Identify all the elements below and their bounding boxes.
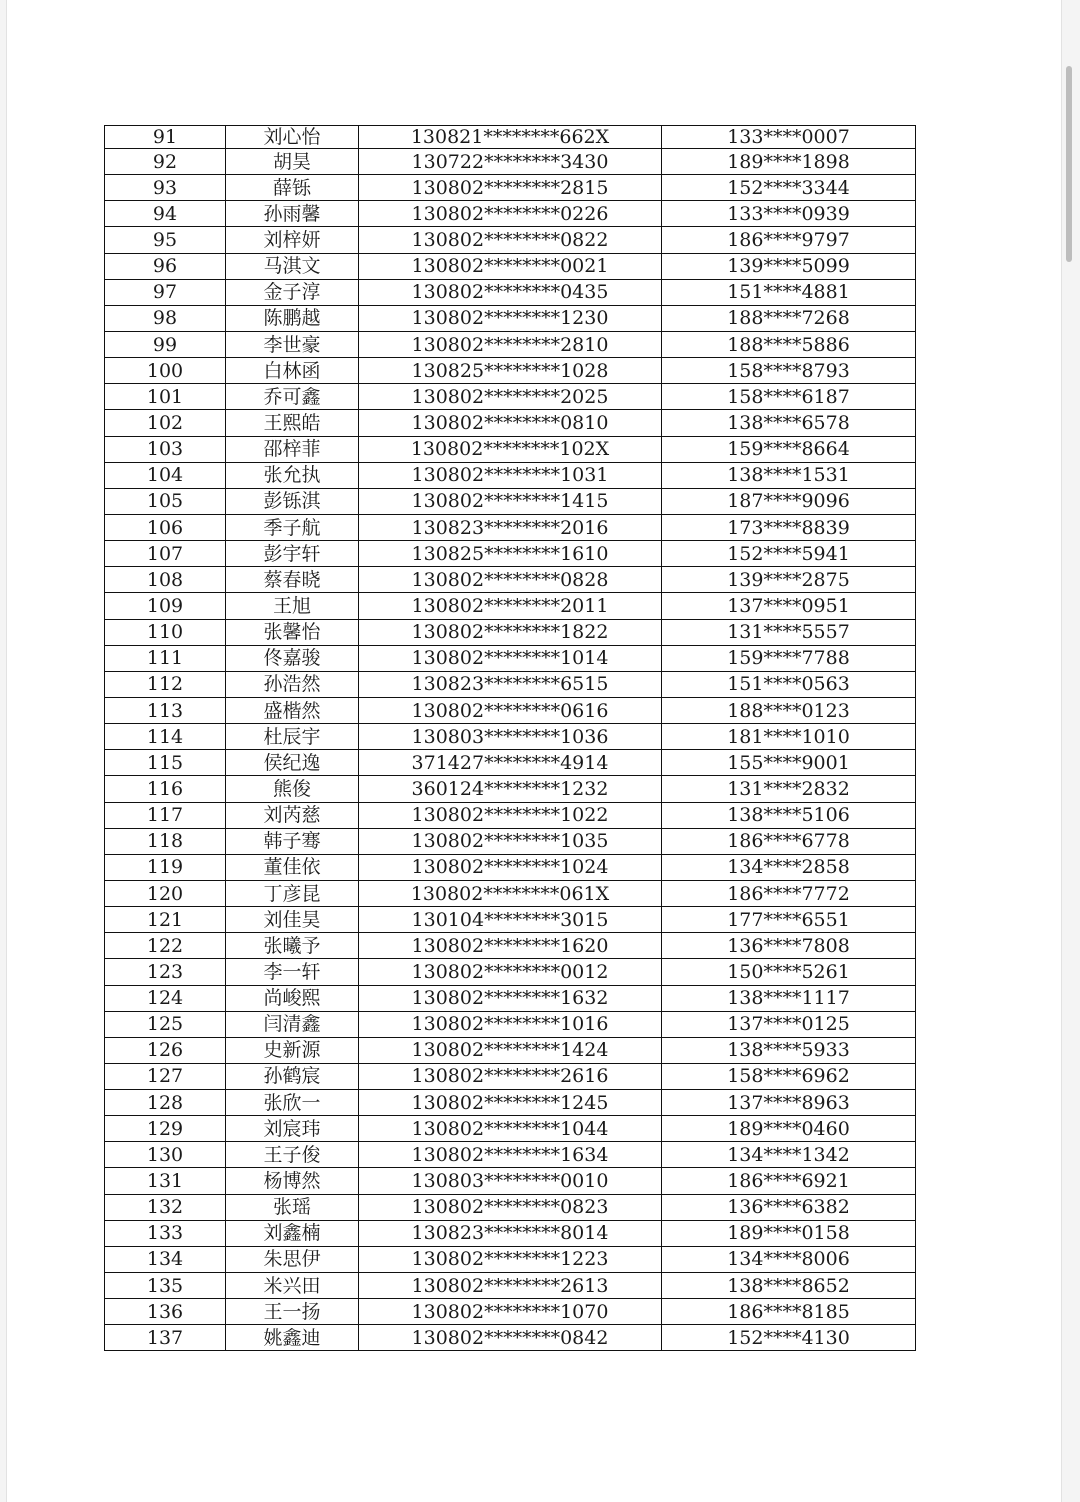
row-number-cell: 123 [105, 959, 226, 985]
student-name-cell: 金子淳 [226, 279, 359, 305]
student-name-cell: 薛铄 [226, 175, 359, 201]
id-number-cell: 130802********2815 [359, 175, 662, 201]
table-row [105, 750, 916, 776]
roster-table [104, 125, 916, 1351]
phone-number-cell: 181****1010 [662, 724, 916, 750]
phone-number-cell: 189****1898 [662, 149, 916, 175]
phone-number-cell: 133****0007 [662, 126, 916, 149]
row-number-cell: 97 [105, 279, 226, 305]
row-number-cell: 118 [105, 828, 226, 854]
row-number-cell: 93 [105, 175, 226, 201]
table-row [105, 724, 916, 750]
phone-number-cell: 186****7772 [662, 880, 916, 906]
table-row [105, 410, 916, 436]
table-row [105, 541, 916, 567]
student-name-cell: 姚鑫迪 [226, 1325, 359, 1351]
row-number-cell: 103 [105, 436, 226, 462]
id-number-cell: 130823********8014 [359, 1220, 662, 1246]
table-row [105, 514, 916, 540]
student-name-cell: 闫清鑫 [226, 1011, 359, 1037]
student-name-cell: 米兴田 [226, 1273, 359, 1299]
table-row [105, 619, 916, 645]
id-number-cell: 130802********1024 [359, 854, 662, 880]
student-name-cell: 刘佳昊 [226, 907, 359, 933]
student-name-cell: 王熙皓 [226, 410, 359, 436]
table-row [105, 1273, 916, 1299]
student-name-cell: 李一轩 [226, 959, 359, 985]
id-number-cell: 130802********1230 [359, 305, 662, 331]
student-name-cell: 丁彦昆 [226, 880, 359, 906]
row-number-cell: 111 [105, 645, 226, 671]
student-name-cell: 熊俊 [226, 776, 359, 802]
row-number-cell: 99 [105, 331, 226, 357]
id-number-cell: 130802********2011 [359, 593, 662, 619]
phone-number-cell: 188****0123 [662, 697, 916, 723]
row-number-cell: 121 [105, 907, 226, 933]
id-number-cell: 130802********1016 [359, 1011, 662, 1037]
phone-number-cell: 134****1342 [662, 1142, 916, 1168]
row-number-cell: 101 [105, 384, 226, 410]
id-number-cell: 130825********1028 [359, 358, 662, 384]
id-number-cell: 130823********6515 [359, 671, 662, 697]
id-number-cell: 130802********1035 [359, 828, 662, 854]
phone-number-cell: 186****6921 [662, 1168, 916, 1194]
student-name-cell: 张允执 [226, 462, 359, 488]
student-name-cell: 彭宇轩 [226, 541, 359, 567]
id-number-cell: 130802********0012 [359, 959, 662, 985]
id-number-cell: 130802********1620 [359, 933, 662, 959]
row-number-cell: 110 [105, 619, 226, 645]
phone-number-cell: 136****7808 [662, 933, 916, 959]
row-number-cell: 105 [105, 488, 226, 514]
student-name-cell: 彭铄淇 [226, 488, 359, 514]
scrollbar-thumb[interactable] [1066, 66, 1072, 262]
table-row [105, 1037, 916, 1063]
phone-number-cell: 134****2858 [662, 854, 916, 880]
row-number-cell: 100 [105, 358, 226, 384]
id-number-cell: 130823********2016 [359, 514, 662, 540]
table-row [105, 567, 916, 593]
id-number-cell: 130803********0010 [359, 1168, 662, 1194]
table-row [105, 959, 916, 985]
row-number-cell: 106 [105, 514, 226, 540]
table-row [105, 854, 916, 880]
document-page [6, 0, 1062, 1502]
table-row [105, 462, 916, 488]
id-number-cell: 130802********0616 [359, 697, 662, 723]
student-name-cell: 白林函 [226, 358, 359, 384]
row-number-cell: 133 [105, 1220, 226, 1246]
table-row [105, 1220, 916, 1246]
student-name-cell: 张欣一 [226, 1090, 359, 1116]
id-number-cell: 130802********2616 [359, 1063, 662, 1089]
row-number-cell: 135 [105, 1273, 226, 1299]
student-name-cell: 刘芮慈 [226, 802, 359, 828]
table-row [105, 358, 916, 384]
id-number-cell: 130802********1070 [359, 1299, 662, 1325]
table-row [105, 1299, 916, 1325]
row-number-cell: 115 [105, 750, 226, 776]
student-name-cell: 杜辰宇 [226, 724, 359, 750]
id-number-cell: 130802********0823 [359, 1194, 662, 1220]
table-row [105, 331, 916, 357]
table-row [105, 671, 916, 697]
row-number-cell: 109 [105, 593, 226, 619]
id-number-cell: 130821********662X [359, 126, 662, 149]
student-name-cell: 孙雨馨 [226, 201, 359, 227]
table-row [105, 1090, 916, 1116]
table-row [105, 201, 916, 227]
phone-number-cell: 186****6778 [662, 828, 916, 854]
phone-number-cell: 189****0158 [662, 1220, 916, 1246]
table-row [105, 1246, 916, 1272]
id-number-cell: 130802********1014 [359, 645, 662, 671]
student-name-cell: 王旭 [226, 593, 359, 619]
phone-number-cell: 186****8185 [662, 1299, 916, 1325]
id-number-cell: 130802********061X [359, 880, 662, 906]
table-row [105, 645, 916, 671]
student-name-cell: 尚峻熙 [226, 985, 359, 1011]
id-number-cell: 130802********1031 [359, 462, 662, 488]
student-name-cell: 朱思伊 [226, 1246, 359, 1272]
id-number-cell: 130722********3430 [359, 149, 662, 175]
row-number-cell: 117 [105, 802, 226, 828]
row-number-cell: 131 [105, 1168, 226, 1194]
student-name-cell: 韩子骞 [226, 828, 359, 854]
roster-table-body [105, 126, 916, 1351]
phone-number-cell: 137****0125 [662, 1011, 916, 1037]
phone-number-cell: 136****6382 [662, 1194, 916, 1220]
id-number-cell: 130802********102X [359, 436, 662, 462]
row-number-cell: 113 [105, 697, 226, 723]
id-number-cell: 130802********2025 [359, 384, 662, 410]
table-row [105, 149, 916, 175]
id-number-cell: 130802********0021 [359, 253, 662, 279]
phone-number-cell: 138****5106 [662, 802, 916, 828]
student-name-cell: 张曦予 [226, 933, 359, 959]
vertical-scrollbar[interactable] [1062, 0, 1080, 1502]
table-row [105, 933, 916, 959]
table-row [105, 1325, 916, 1351]
student-name-cell: 李世豪 [226, 331, 359, 357]
id-number-cell: 130802********1632 [359, 985, 662, 1011]
phone-number-cell: 138****1531 [662, 462, 916, 488]
phone-number-cell: 131****5557 [662, 619, 916, 645]
id-number-cell: 130802********1634 [359, 1142, 662, 1168]
student-name-cell: 佟嘉骏 [226, 645, 359, 671]
row-number-cell: 96 [105, 253, 226, 279]
phone-number-cell: 152****3344 [662, 175, 916, 201]
row-number-cell: 95 [105, 227, 226, 253]
table-row [105, 802, 916, 828]
phone-number-cell: 158****6962 [662, 1063, 916, 1089]
id-number-cell: 371427********4914 [359, 750, 662, 776]
phone-number-cell: 173****8839 [662, 514, 916, 540]
row-number-cell: 102 [105, 410, 226, 436]
id-number-cell: 130802********0828 [359, 567, 662, 593]
phone-number-cell: 188****5886 [662, 331, 916, 357]
phone-number-cell: 155****9001 [662, 750, 916, 776]
student-name-cell: 盛楷然 [226, 697, 359, 723]
row-number-cell: 119 [105, 854, 226, 880]
row-number-cell: 127 [105, 1063, 226, 1089]
phone-number-cell: 151****4881 [662, 279, 916, 305]
table-row [105, 1063, 916, 1089]
student-name-cell: 乔可鑫 [226, 384, 359, 410]
table-row [105, 907, 916, 933]
id-number-cell: 130802********0226 [359, 201, 662, 227]
phone-number-cell: 159****7788 [662, 645, 916, 671]
table-row [105, 1116, 916, 1142]
row-number-cell: 107 [105, 541, 226, 567]
id-number-cell: 130802********1822 [359, 619, 662, 645]
table-row [105, 985, 916, 1011]
phone-number-cell: 152****5941 [662, 541, 916, 567]
row-number-cell: 98 [105, 305, 226, 331]
row-number-cell: 112 [105, 671, 226, 697]
phone-number-cell: 189****0460 [662, 1116, 916, 1142]
row-number-cell: 94 [105, 201, 226, 227]
row-number-cell: 136 [105, 1299, 226, 1325]
id-number-cell: 130802********1223 [359, 1246, 662, 1272]
table-row [105, 1194, 916, 1220]
student-name-cell: 蔡春晓 [226, 567, 359, 593]
row-number-cell: 124 [105, 985, 226, 1011]
table-row [105, 1011, 916, 1037]
student-name-cell: 胡昊 [226, 149, 359, 175]
phone-number-cell: 138****8652 [662, 1273, 916, 1299]
phone-number-cell: 139****2875 [662, 567, 916, 593]
row-number-cell: 122 [105, 933, 226, 959]
student-name-cell: 张瑶 [226, 1194, 359, 1220]
row-number-cell: 116 [105, 776, 226, 802]
row-number-cell: 129 [105, 1116, 226, 1142]
id-number-cell: 130802********1022 [359, 802, 662, 828]
student-name-cell: 刘鑫楠 [226, 1220, 359, 1246]
row-number-cell: 92 [105, 149, 226, 175]
student-name-cell: 孙浩然 [226, 671, 359, 697]
table-row [105, 175, 916, 201]
phone-number-cell: 177****6551 [662, 907, 916, 933]
row-number-cell: 130 [105, 1142, 226, 1168]
phone-number-cell: 138****6578 [662, 410, 916, 436]
table-row [105, 880, 916, 906]
student-name-cell: 马淇文 [226, 253, 359, 279]
student-name-cell: 侯纪逸 [226, 750, 359, 776]
phone-number-cell: 159****8664 [662, 436, 916, 462]
id-number-cell: 130802********0822 [359, 227, 662, 253]
table-row [105, 384, 916, 410]
id-number-cell: 130104********3015 [359, 907, 662, 933]
phone-number-cell: 137****8963 [662, 1090, 916, 1116]
id-number-cell: 360124********1232 [359, 776, 662, 802]
table-row [105, 126, 916, 149]
phone-number-cell: 186****9797 [662, 227, 916, 253]
id-number-cell: 130802********2613 [359, 1273, 662, 1299]
phone-number-cell: 131****2832 [662, 776, 916, 802]
id-number-cell: 130803********1036 [359, 724, 662, 750]
student-name-cell: 王子俊 [226, 1142, 359, 1168]
table-row [105, 1168, 916, 1194]
phone-number-cell: 151****0563 [662, 671, 916, 697]
table-row [105, 488, 916, 514]
table-row [105, 436, 916, 462]
row-number-cell: 108 [105, 567, 226, 593]
phone-number-cell: 138****5933 [662, 1037, 916, 1063]
id-number-cell: 130802********0810 [359, 410, 662, 436]
phone-number-cell: 137****0951 [662, 593, 916, 619]
student-name-cell: 刘梓妍 [226, 227, 359, 253]
table-row [105, 1142, 916, 1168]
id-number-cell: 130802********1245 [359, 1090, 662, 1116]
row-number-cell: 120 [105, 880, 226, 906]
row-number-cell: 128 [105, 1090, 226, 1116]
id-number-cell: 130802********1044 [359, 1116, 662, 1142]
id-number-cell: 130802********0435 [359, 279, 662, 305]
table-row [105, 227, 916, 253]
row-number-cell: 104 [105, 462, 226, 488]
phone-number-cell: 187****9096 [662, 488, 916, 514]
phone-number-cell: 134****8006 [662, 1246, 916, 1272]
table-row [105, 253, 916, 279]
row-number-cell: 137 [105, 1325, 226, 1351]
id-number-cell: 130802********2810 [359, 331, 662, 357]
phone-number-cell: 139****5099 [662, 253, 916, 279]
student-name-cell: 董佳依 [226, 854, 359, 880]
row-number-cell: 126 [105, 1037, 226, 1063]
student-name-cell: 张馨怡 [226, 619, 359, 645]
id-number-cell: 130802********1424 [359, 1037, 662, 1063]
table-row [105, 279, 916, 305]
student-name-cell: 王一扬 [226, 1299, 359, 1325]
id-number-cell: 130802********0842 [359, 1325, 662, 1351]
row-number-cell: 132 [105, 1194, 226, 1220]
id-number-cell: 130825********1610 [359, 541, 662, 567]
phone-number-cell: 150****5261 [662, 959, 916, 985]
student-name-cell: 史新源 [226, 1037, 359, 1063]
phone-number-cell: 133****0939 [662, 201, 916, 227]
student-name-cell: 季子航 [226, 514, 359, 540]
row-number-cell: 91 [105, 126, 226, 149]
phone-number-cell: 138****1117 [662, 985, 916, 1011]
id-number-cell: 130802********1415 [359, 488, 662, 514]
student-name-cell: 刘宸玮 [226, 1116, 359, 1142]
phone-number-cell: 188****7268 [662, 305, 916, 331]
phone-number-cell: 158****6187 [662, 384, 916, 410]
table-row [105, 697, 916, 723]
student-name-cell: 邵梓菲 [226, 436, 359, 462]
row-number-cell: 134 [105, 1246, 226, 1272]
student-name-cell: 孙鹤宸 [226, 1063, 359, 1089]
table-row [105, 828, 916, 854]
phone-number-cell: 152****4130 [662, 1325, 916, 1351]
row-number-cell: 114 [105, 724, 226, 750]
student-name-cell: 杨博然 [226, 1168, 359, 1194]
student-name-cell: 陈鹏越 [226, 305, 359, 331]
student-name-cell: 刘心怡 [226, 126, 359, 149]
table-row [105, 776, 916, 802]
phone-number-cell: 158****8793 [662, 358, 916, 384]
row-number-cell: 125 [105, 1011, 226, 1037]
table-row [105, 593, 916, 619]
table-row [105, 305, 916, 331]
